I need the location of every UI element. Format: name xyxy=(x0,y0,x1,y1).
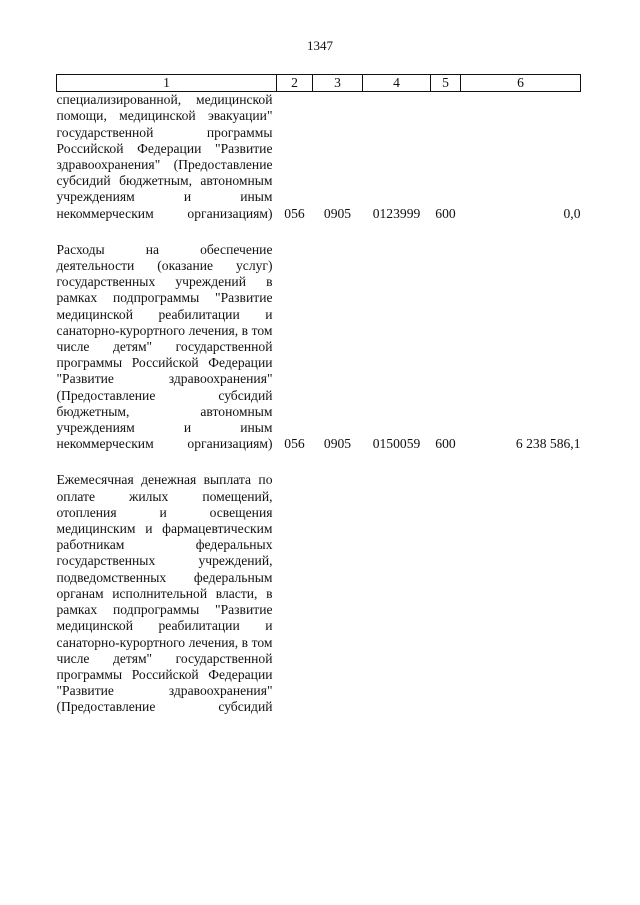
header-col-6: 6 xyxy=(461,75,581,92)
row-description: Ежемесячная денежная выплата по оплате жилых помещений, отопления и освещения медицинским и фармацевтическим работникам федеральных государственных учреждений, подведомственных федеральным органам исполнительной власти, в рамках подпрограммы "Развитие медицинской реабилитации и санаторно-курортного лечения, в том числе детям" государственной программы Российской Федерации "Развитие здравоохранения" (Предоставление субсидий xyxy=(56,472,273,715)
row-col-3: 0905 xyxy=(323,205,352,221)
row-spacer xyxy=(57,222,581,242)
header-col-1: 1 xyxy=(57,75,277,92)
row-amount: 6 238 586,1 xyxy=(515,436,581,452)
row-description: Расходы на обеспечение деятельности (оказание услуг) государственных учреждений в рамках подпрограммы "Развитие медицинской реабилитации и санаторно-курортного лечения, в том числе детям" государственной программы Российской Федерации "Развитие здравоохранения" (Предоставление субсидий бюджетным, автономным учреждениям и иным некоммерческим организациям) xyxy=(56,241,273,452)
row-col-5: 600 xyxy=(435,436,456,452)
row-amount xyxy=(461,472,581,715)
row-col-4: 0123999 xyxy=(372,205,421,221)
header-col-2: 2 xyxy=(277,75,313,92)
row-col-5 xyxy=(431,472,461,715)
table-row xyxy=(57,242,581,453)
row-col-5: 600 xyxy=(435,205,456,221)
row-col-4 xyxy=(363,472,431,715)
row-description: специализированной, медицинской помощи, медицинской эвакуации" государственной программы Российской Федерации "Развитие здравоохранения" (Предоставление субсидий бюджетным, автономным учреждениям и иным некоммерческим организациям) xyxy=(56,92,273,221)
row-amount: 0,0 xyxy=(563,205,581,221)
header-col-3: 3 xyxy=(313,75,363,92)
budget-table xyxy=(56,74,581,716)
table-row xyxy=(57,92,581,222)
row-col-3: 0905 xyxy=(323,436,352,452)
row-col-2 xyxy=(277,472,313,715)
table-header xyxy=(57,75,581,92)
row-col-4: 0150059 xyxy=(372,436,421,452)
row-col-2: 056 xyxy=(284,205,305,221)
row-col-2: 056 xyxy=(284,436,305,452)
table-row xyxy=(57,472,581,715)
header-col-4: 4 xyxy=(363,75,431,92)
row-spacer xyxy=(57,452,581,472)
page-number: 1347 xyxy=(307,38,333,53)
header-col-5: 5 xyxy=(431,75,461,92)
row-col-3 xyxy=(313,472,363,715)
